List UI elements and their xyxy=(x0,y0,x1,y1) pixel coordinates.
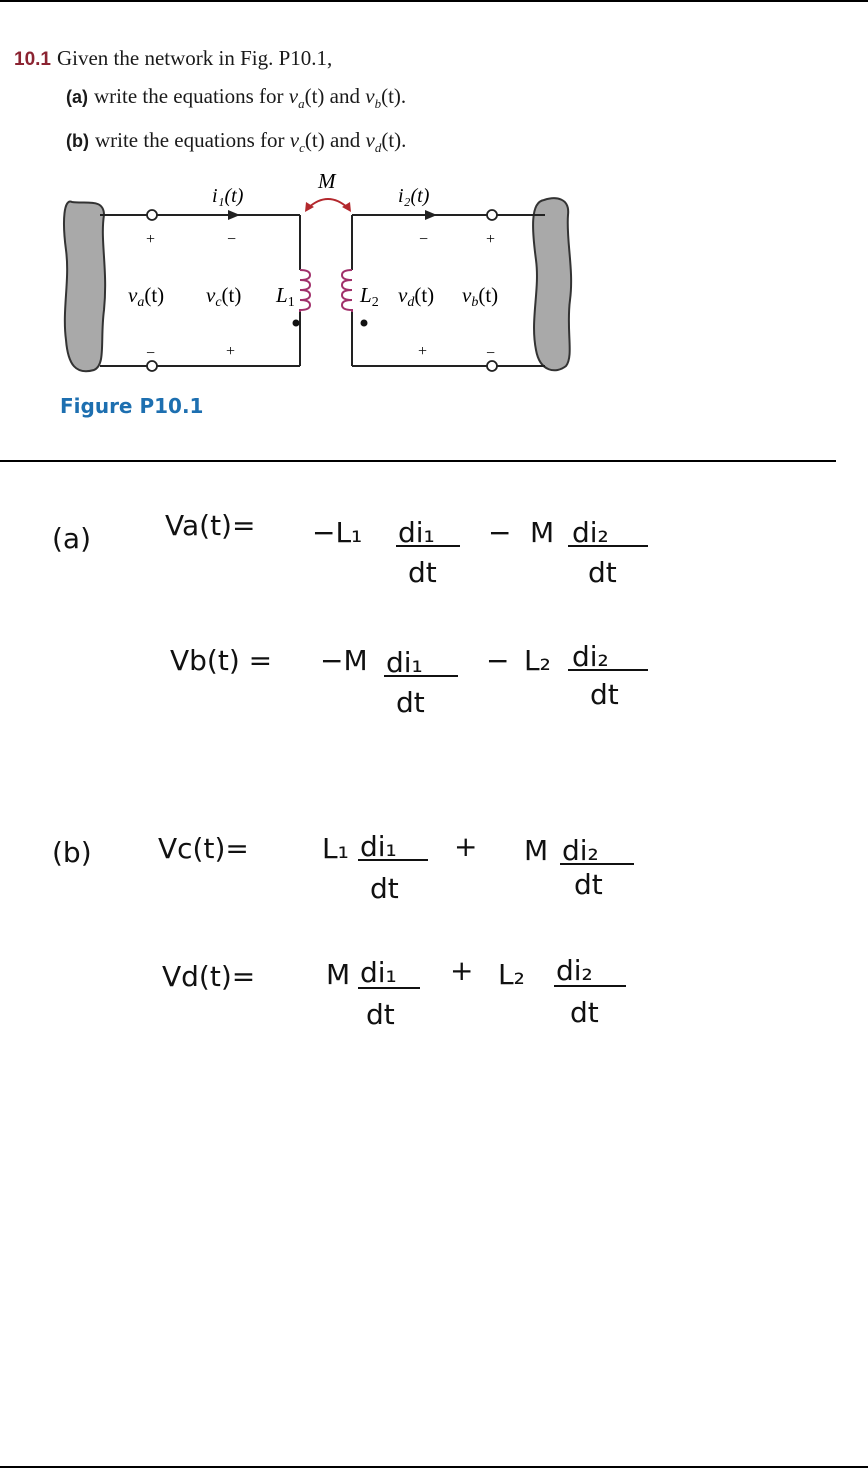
left-source-block xyxy=(64,202,105,372)
mutual-label: M xyxy=(318,169,336,193)
minus-vc-top: − xyxy=(227,231,237,248)
va-lhs: Va(t)= xyxy=(165,509,256,542)
part-a-text: write the equations for xyxy=(94,84,289,108)
va-label: va(t) xyxy=(128,283,165,310)
vc-term1-den: dt xyxy=(370,872,399,905)
vb-term2-coef: L₂ xyxy=(524,644,551,677)
plus-va-top: + xyxy=(146,231,156,248)
vc-term2-den: dt xyxy=(574,868,603,901)
L2-label: L2 xyxy=(360,283,379,310)
coil-L2 xyxy=(342,270,352,312)
i2-label: i₂(t) xyxy=(398,185,430,207)
vc-term1-num: di₁ xyxy=(360,830,397,863)
figure-caption: Figure P10.1 xyxy=(60,394,204,418)
i1-label: i₁(t) xyxy=(212,185,244,207)
minus-vb-bottom: − xyxy=(486,345,496,362)
va-term2-den: dt xyxy=(588,556,617,589)
part-b-end: (t). xyxy=(381,128,407,153)
var-v: v xyxy=(289,128,300,153)
vd-term1-den: dt xyxy=(366,998,395,1031)
va-term2-coef: M xyxy=(530,516,555,549)
L1-label: L1 xyxy=(276,283,295,310)
minus-va-bottom: − xyxy=(146,345,156,362)
terminal-right-top xyxy=(487,210,497,220)
part-a-mid: (t) and xyxy=(304,84,366,108)
vc-lhs: Vc(t)= xyxy=(158,832,249,865)
va-term1-num: di₁ xyxy=(398,516,435,549)
vb-term2-den: dt xyxy=(590,678,619,711)
part-a-end: (t). xyxy=(381,84,407,108)
vc-term1-coef: L₁ xyxy=(322,832,349,865)
problem-intro-line xyxy=(14,40,406,78)
vd-term1-num: di₁ xyxy=(360,956,397,989)
va-term1-coef: −L₁ xyxy=(312,516,363,549)
circuit-figure xyxy=(0,160,868,390)
var-v: v xyxy=(288,84,299,108)
sub-d: d xyxy=(374,140,382,156)
vd-term2-den: dt xyxy=(570,996,599,1029)
part-a-line xyxy=(14,78,406,122)
part-b-text: write the equations for xyxy=(94,128,290,153)
mutual-arc xyxy=(308,199,348,208)
terminal-right-bottom xyxy=(487,361,497,371)
part-b-mid: (t) and xyxy=(304,128,366,153)
right-source-block xyxy=(533,198,571,370)
vc-term2-coef: M xyxy=(524,834,549,867)
problem-statement xyxy=(14,40,406,166)
vb-term1-den: dt xyxy=(396,686,425,719)
i2-arrow-icon xyxy=(425,210,437,220)
vb-term1-num: di₁ xyxy=(386,646,423,679)
top-rule xyxy=(0,0,868,2)
sub-b: b xyxy=(374,96,382,112)
va-term1-den: dt xyxy=(408,556,437,589)
vd-term2-coef: L₂ xyxy=(498,958,525,991)
vc-op: + xyxy=(454,830,478,863)
vc-term2-num: di₂ xyxy=(562,834,599,867)
problem-intro: Given the network in Fig. P10.1, xyxy=(56,46,333,70)
vb-op: − xyxy=(486,644,510,677)
vb-term1-coef: −M xyxy=(320,644,368,677)
plus-vb-top: + xyxy=(486,231,496,248)
minus-vd-top: − xyxy=(419,231,429,248)
vc-label: vc(t) xyxy=(206,283,242,310)
dot-L2 xyxy=(361,320,368,327)
sub-c: c xyxy=(299,140,305,156)
va-term2-num: di₂ xyxy=(572,516,609,549)
vd-op: + xyxy=(450,954,474,987)
vd-label: vd(t) xyxy=(398,283,435,310)
divider-rule xyxy=(0,460,836,462)
var-v: v xyxy=(365,128,375,153)
part-a-label: (a) xyxy=(66,87,88,107)
i1-arrow-icon xyxy=(228,210,240,220)
sub-a: a xyxy=(298,96,305,112)
terminal-left-top xyxy=(147,210,157,220)
part-a-solution-label: (a) xyxy=(52,522,92,555)
vd-term1-coef: M xyxy=(326,958,351,991)
vd-lhs: Vd(t)= xyxy=(162,960,256,993)
vb-lhs: Vb(t) = xyxy=(170,644,273,677)
dot-L1 xyxy=(293,320,300,327)
part-b-solution-label: (b) xyxy=(52,836,92,869)
var-v: v xyxy=(365,84,375,108)
terminal-left-bottom xyxy=(147,361,157,371)
va-op: − xyxy=(488,516,512,549)
bottom-rule xyxy=(0,1466,868,1468)
vb-label: vb(t) xyxy=(462,283,499,310)
coil-L1 xyxy=(300,270,310,312)
plus-vd-bottom: + xyxy=(418,343,428,360)
plus-vc-bottom: + xyxy=(226,343,236,360)
handwritten-solution xyxy=(0,490,868,1090)
part-b-label: (b) xyxy=(66,131,89,152)
problem-number: 10.1 xyxy=(14,49,51,70)
vb-term2-num: di₂ xyxy=(572,640,609,673)
vd-term2-num: di₂ xyxy=(556,954,593,987)
